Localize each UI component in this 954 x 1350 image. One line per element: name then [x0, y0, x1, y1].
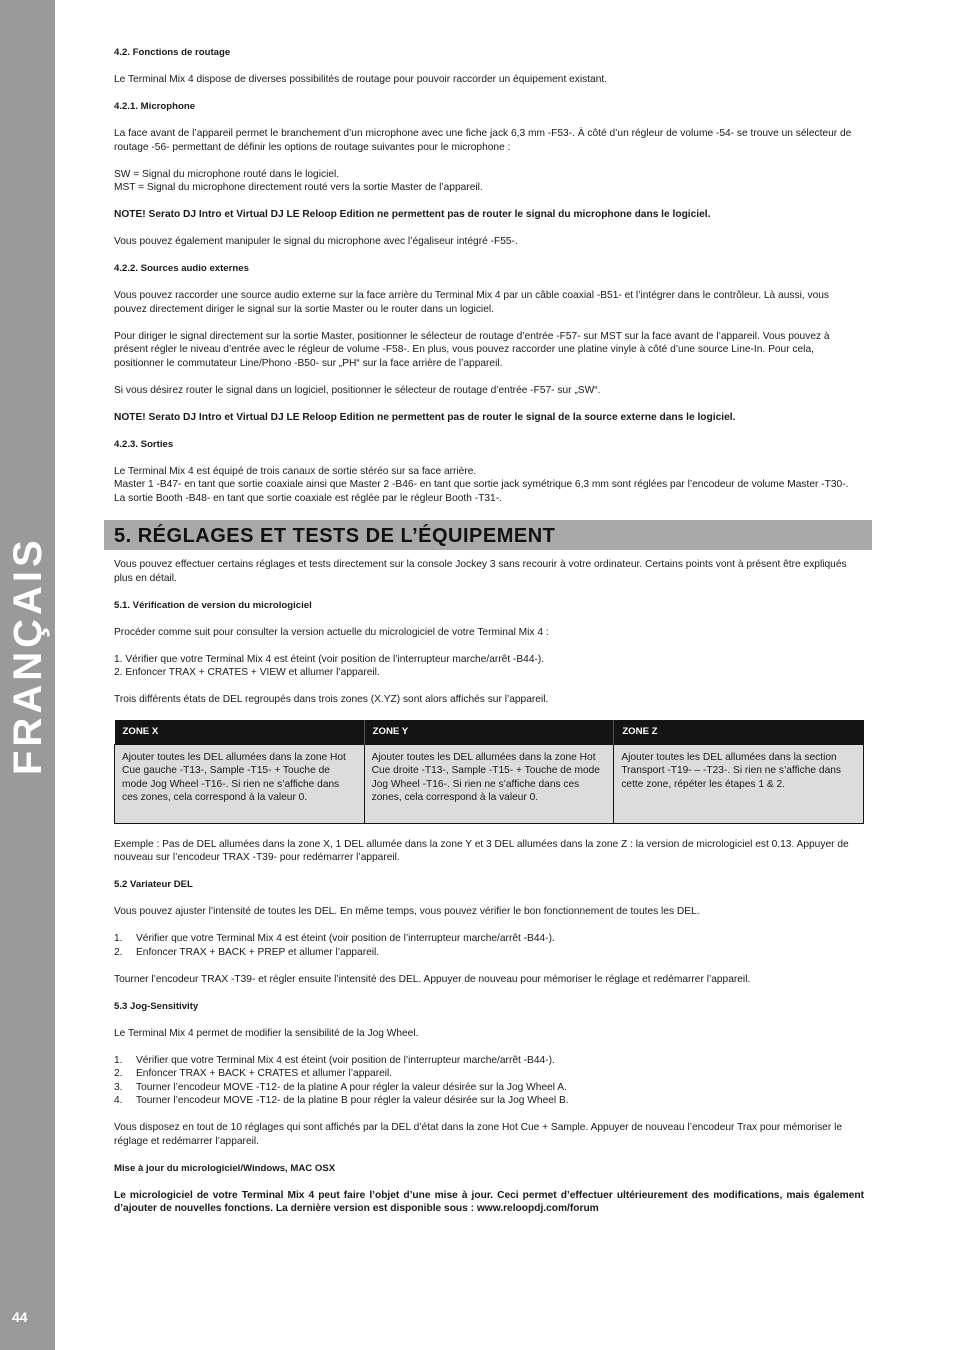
paragraph: Vous pouvez ajuster l’intensité de toutes les DEL. En même temps, vous pouvez vérifier le bon fonctionnement de toutes les DEL.	[114, 906, 700, 917]
table-header-zone-x: ZONE X	[115, 720, 365, 744]
sidebar-language-label: FRANÇAIS	[6, 536, 50, 775]
heading-5-1: 5.1. Vérification de version du micrologiciel	[114, 599, 312, 611]
table-cell-zone-x: Ajouter toutes les DEL allumées dans la zone Hot Cue gauche -T13-, Sample -T15- + Touche de mode Jog Wheel -T16-. Si rien ne s’affiche dans ces zones, cela correspond à la valeur 0.	[115, 744, 365, 823]
heading-4-2-2: 4.2.2. Sources audio externes	[114, 263, 249, 274]
table-cell-zone-z: Ajouter toutes les DEL allumées dans la section Transport -T19- – -T23-. Si rien ne s’affiche dans cette zone, répéter les étapes 1 & 2.	[614, 744, 864, 823]
list-item	[114, 1081, 864, 1095]
step-number: 4.	[114, 1095, 123, 1106]
paragraph: Le Terminal Mix 4 dispose de diverses possibilités de routage pour pouvoir raccorder un équipement existant.	[114, 74, 608, 85]
paragraph: Vous disposez en tout de 10 réglages qui sont affichés par la DEL d’état dans la zone Hot Cue + Sample. Appuyer de nouveau l’encodeur Trax pour mémoriser le réglage et redémarrer l’appareil.	[114, 1122, 843, 1147]
table-header-zone-z: ZONE Z	[614, 720, 864, 744]
steps-list	[114, 932, 864, 959]
paragraph: Trois différents états de DEL regroupés dans trois zones (X.YZ) sont alors affichés sur l’appareil.	[114, 694, 549, 705]
list-item	[114, 946, 864, 960]
step-text: Vérifier que votre Terminal Mix 4 est éteint (voir position de l’interrupteur marche/arrêt -B44-).	[136, 933, 555, 944]
table-header-row	[115, 720, 864, 744]
step-number: 2.	[114, 1068, 123, 1079]
step-number: 3.	[114, 1081, 123, 1093]
note: NOTE! Serato DJ Intro et Virtual DJ LE Reloop Edition ne permettent pas de router le signal de la source externe dans le logiciel.	[114, 411, 736, 423]
list-item	[114, 1067, 864, 1081]
heading-5-2: 5.2 Variateur DEL	[114, 879, 193, 890]
paragraph	[114, 653, 864, 680]
routing-option-mst: MST = Signal du microphone directement routé vers la sortie Master de l’appareil.	[114, 182, 483, 193]
step-text: Tourner l’encodeur MOVE -T12- de la platine B pour régler la valeur désirée sur la Jog Wheel B.	[136, 1095, 569, 1106]
firmware-update-paragraph: Le micrologiciel de votre Terminal Mix 4 peut faire l’objet d’une mise à jour. Ceci permet d’effectuer ultérieurement des modifications, mais également d’ajouter de nouvelles fonctions. La dernière version est disponible sous : www.reloopdj.com/forum	[114, 1189, 864, 1214]
page-content	[114, 46, 864, 1229]
output-line: Le Terminal Mix 4 est équipé de trois canaux de sortie stéréo sur sa face arrière.	[114, 465, 477, 477]
paragraph: Exemple : Pas de DEL allumées dans la zone X, 1 DEL allumée dans la zone Y et 3 DEL allumées dans la zone Z : la version de micrologiciel est 0.13. Appuyer de nouveau sur l’encodeur TRAX -T39- pour redémarrer l’appareil.	[114, 838, 849, 863]
paragraph: Tourner l’encodeur TRAX -T39- et régler ensuite l’intensité des DEL. Appuyer de nouveau pour mémoriser le réglage et redémarrer l’appareil.	[114, 973, 751, 985]
table-row	[115, 744, 864, 823]
list-item	[114, 1094, 864, 1108]
paragraph: Vous pouvez effectuer certains réglages et tests directement sur la console Jockey 3 sans recourir à votre ordinateur. Certains points vont à présent être expliqués plus en détail.	[114, 559, 847, 584]
heading-firmware-update: Mise à jour du micrologiciel/Windows, MAC OSX	[114, 1162, 336, 1174]
step: 2. Enfoncer TRAX + CRATES + VIEW et allumer l’appareil.	[114, 667, 380, 678]
step-number: 2.	[114, 946, 123, 958]
step-text: Tourner l’encodeur MOVE -T12- de la platine A pour régler la valeur désirée sur la Jog Wheel A.	[136, 1081, 567, 1093]
step: 1. Vérifier que votre Terminal Mix 4 est éteint (voir position de l’interrupteur marche/arrêt -B44-).	[114, 653, 545, 665]
list-item	[114, 1054, 864, 1068]
paragraph: La face avant de l’appareil permet le branchement d’un microphone avec une fiche jack 6,3 mm -F53-. À côté d’un régleur de volume -54- se trouve un sélecteur de routage -56- permettant de définir les options de routage suivantes pour le microphone :	[114, 128, 852, 153]
step-number: 1.	[114, 1054, 123, 1066]
zone-table	[114, 720, 864, 824]
routing-option-sw: SW = Signal du microphone routé dans le logiciel.	[114, 168, 340, 180]
output-line: Master 1 -B47- en tant que sortie coaxiale ainsi que Master 2 -B46- en tant que sortie jack symétrique 6,3 mm sont réglées par l’encodeur de volume Master -T30-.	[114, 479, 849, 490]
step-text: Vérifier que votre Terminal Mix 4 est éteint (voir position de l’interrupteur marche/arrêt -B44-).	[136, 1054, 555, 1066]
table-header-zone-y: ZONE Y	[364, 720, 614, 744]
paragraph	[114, 168, 864, 195]
paragraph	[114, 465, 864, 506]
note: NOTE! Serato DJ Intro et Virtual DJ LE Reloop Edition ne permettent pas de router le signal du microphone dans le logiciel.	[114, 209, 711, 220]
paragraph: Le Terminal Mix 4 permet de modifier la sensibilité de la Jog Wheel.	[114, 1027, 419, 1039]
paragraph: Si vous désirez router le signal dans un logiciel, positionner le sélecteur de routage d’entrée -F57- sur „SW“.	[114, 384, 601, 396]
steps-list	[114, 1054, 864, 1108]
heading-4-2-1: 4.2.1. Microphone	[114, 101, 196, 112]
paragraph: Vous pouvez également manipuler le signal du microphone avec l’égaliseur intégré -F55-.	[114, 236, 518, 247]
paragraph: Pour diriger le signal directement sur la sortie Master, positionner le sélecteur de routage d’entrée -F57- sur MST sur la face avant de l’appareil. Vous pouvez à présent régler le niveau d’entrée avec le régleur de volume -F58-. En plus, vous pouvez raccorder une platine vinyle à côté d’une source Line-In. Pour cela, positionner le commutateur Line/Phono -B50- sur „PH“ sur la face arrière de l’appareil.	[114, 330, 830, 369]
step-number: 1.	[114, 933, 123, 944]
step-text: Enfoncer TRAX + BACK + CRATES et allumer l’appareil.	[136, 1068, 393, 1079]
section-5-title: 5. RÉGLAGES ET TESTS DE L’ÉQUIPEMENT	[114, 525, 556, 547]
heading-4-2-3: 4.2.3. Sorties	[114, 438, 174, 450]
step-text: Enfoncer TRAX + BACK + PREP et allumer l’appareil.	[136, 946, 380, 958]
output-line: La sortie Booth -B48- en tant que sortie coaxiale est réglée par le régleur Booth -T31-.	[114, 492, 502, 504]
section-5-banner	[104, 520, 872, 550]
language-sidebar	[0, 0, 55, 1350]
paragraph: Vous pouvez raccorder une source audio externe sur la face arrière du Terminal Mix 4 par un câble coaxial -B51- et l’intégrer dans le contrôleur. Là aussi, vous pouvez directement diriger le signal sur la sortie Master ou le router dans un logiciel.	[114, 290, 830, 315]
heading-4-2: 4.2. Fonctions de routage	[114, 47, 231, 58]
page-number: 44	[12, 1309, 28, 1325]
table-cell-zone-y: Ajouter toutes les DEL allumées dans la zone Hot Cue droite -T13-, Sample -T15- + Touche de mode Jog Wheel -T16-. Si rien ne s’affiche dans ces zones, cela correspond à la valeur 0.	[364, 744, 614, 823]
heading-5-3: 5.3 Jog-Sensitivity	[114, 1000, 199, 1012]
list-item	[114, 932, 864, 946]
paragraph: Procéder comme suit pour consulter la version actuelle du micrologiciel de votre Terminal Mix 4 :	[114, 626, 549, 638]
